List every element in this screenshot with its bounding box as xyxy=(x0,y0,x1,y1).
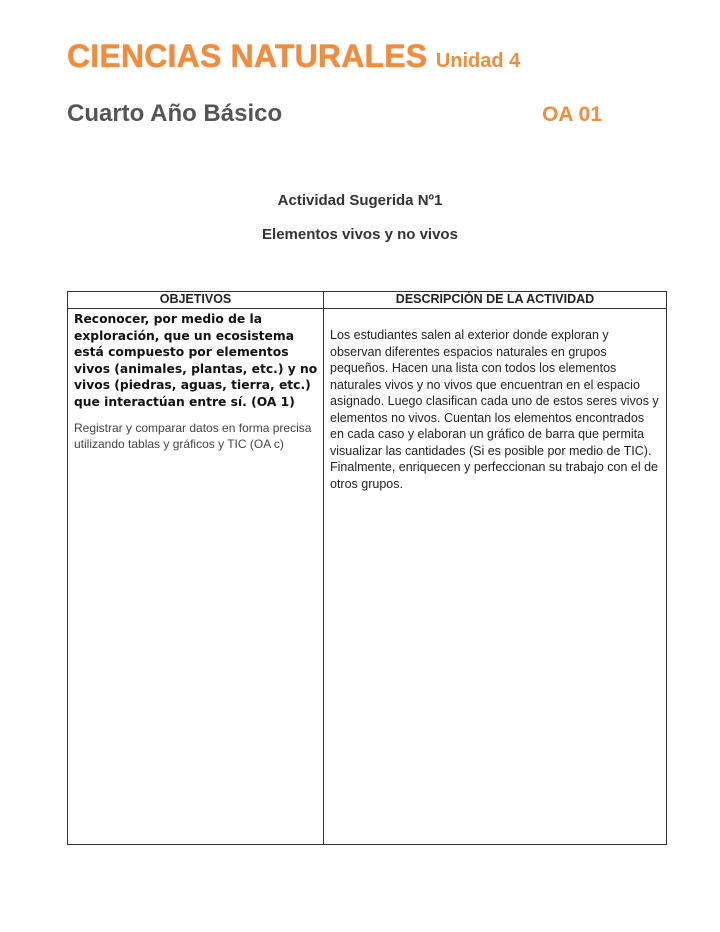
activity-description-text: Los estudiantes salen al exterior donde exploran y observan diferentes espacios naturales en grupos pequeños. Hacen una lista con todos los elementos naturales vivos y no vivos que encuentran en el espacio asignado. Luego clasifican cada uno de estos seres vivos y elementos no vivos. Cuentan los elementos encontrados en cada caso y elaboran un gráfico de barra que permita visualizar las cantidades (Si es posible por medio de TIC). Finalmente, enriquecen y perfeccionan su trabajo con el de otros grupos. xyxy=(330,328,659,491)
unit-label: Unidad 4 xyxy=(435,50,521,72)
table-row xyxy=(68,309,667,845)
title-line xyxy=(67,40,667,72)
objectives-header: OBJETIVOS xyxy=(68,292,324,309)
activity-subtitle: Elementos vivos y no vivos xyxy=(262,226,458,243)
table-header-row xyxy=(68,292,667,309)
document-header xyxy=(67,38,667,127)
activity-table xyxy=(67,291,667,845)
objective-secondary-text: Registrar y comparar datos en forma precisa utilizando tablas y gráficos y TIC (OA c) xyxy=(74,421,312,451)
subject-title: CIENCIAS NATURALES xyxy=(67,38,428,74)
objective-main-text: Reconocer, por medio de la exploración, que un ecosistema está compuesto por elementos vivos (animales, plantas, etc.) y no vivos (piedras, aguas, tierra, etc.) que interactúan entre sí. (OA 1) xyxy=(74,312,318,409)
description-cell xyxy=(324,309,667,845)
grade-line xyxy=(67,100,602,128)
activity-title: Actividad Sugerida Nº1 xyxy=(277,192,443,209)
description-header: DESCRIPCIÓN DE LA ACTIVIDAD xyxy=(324,292,667,309)
oa-code: OA 01 xyxy=(542,103,602,126)
objectives-cell xyxy=(68,309,324,845)
grade-label: Cuarto Año Básico xyxy=(67,100,283,127)
